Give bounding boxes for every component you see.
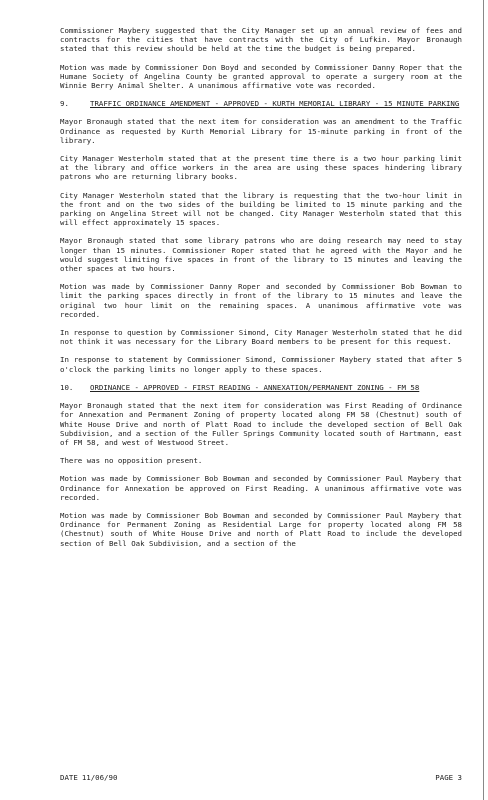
- paragraph: There was no opposition present.: [60, 456, 203, 466]
- minutes-body: [60, 26, 462, 557]
- paragraph: In response to question by Commissioner Simond, City Manager Westerholm stated that he did not think it was necessary for the Library Board members to be present for this request.: [60, 328, 462, 347]
- item-heading: TRAFFIC ORDINANCE AMENDMENT - APPROVED - KURTH MEMORIAL LIBRARY - 15 MINUTE PARKING: [90, 99, 460, 109]
- agenda-item-10: [60, 383, 462, 392]
- paragraph: Motion was made by Commissioner Danny Roper and seconded by Commissioner Bob Bowman to limit the parking spaces directly in front of the library to 15 minutes and leave the original two hour limit on the remaining spaces. A unanimous affirmative vote was recorded.: [60, 282, 462, 319]
- paragraph: City Manager Westerholm stated that the library is requesting that the two-hour limit in the front and on the two sides of the building be limited to 15 minute parking and the parking on Angelina Street will not be changed. City Manager Westerholm stated that this will effect approximately 15 spaces.: [60, 190, 462, 228]
- agenda-item-9: [60, 99, 462, 108]
- page-footer: [60, 773, 462, 782]
- paragraph: Motion was made by Commissioner Don Boyd and seconded by Commissioner Danny Roper that the Humane Society of Angelina County be granted approval to operate a surgery room at the Winnie Berry Animal Shelter. A unanimous affirmative vote was recorded.: [60, 62, 462, 91]
- item-number: 10.: [60, 382, 74, 392]
- scan-edge-line: [483, 0, 484, 800]
- item-number: 9.: [60, 99, 69, 109]
- paragraph: Commissioner Maybery suggested that the City Manager set up an annual review of fees and contracts for the cities that have contracts with the City of Lufkin. Mayor Bronaugh stated that this review should be held at the time the budget is being prepared.: [60, 26, 462, 54]
- paragraph: Motion was made by Commissioner Bob Bowman and seconded by Commissioner Paul Maybery that Ordinance for Permanent Zoning as Residential Large for property located along FM 58 (Chestnut) south of White House Drive and north of Platt Road to include the developed section of Bell Oak Subdivision, and a section of the: [60, 510, 462, 548]
- paragraph: Mayor Bronaugh stated that the next item for consideration was an amendment to the Traffic Ordinance as requested by Kurth Memorial Library for 15-minute parking in front of the library.: [60, 117, 462, 145]
- paragraph: In response to statement by Commissioner Simond, Commissioner Maybery stated that after 5 o'clock the parking limits no longer apply to these spaces.: [60, 355, 462, 374]
- paragraph: Mayor Bronaugh stated that some library patrons who are doing research may need to stay longer than 15 minutes. Commissioner Roper stated that he agreed with the Mayor and he would suggest limiting five spaces in front of the library to 15 minutes and leaving the other spaces at two hours.: [60, 236, 462, 274]
- paragraph: Mayor Bronaugh stated that the next item for consideration was First Reading of Ordinance for Annexation and Permanent Zoning of property located along FM 58 (Chestnut) south of White House Drive and north of Platt Road to include the developed section of Bell Oak Subdivision, and a section of the Fuller Springs Community located south of Hartmann, east of FM 58, and west of Westwood Street.: [60, 401, 462, 447]
- paragraph: City Manager Westerholm stated that at the present time there is a two hour parking limit at the library and office workers in the area are using these spaces hindering library patrons who are returning library books.: [60, 154, 462, 182]
- page-number: PAGE 3: [435, 773, 462, 782]
- footer-date: [60, 773, 117, 782]
- date-label: DATE: [60, 773, 78, 782]
- date-value: 11/06/90: [81, 773, 118, 782]
- item-heading: ORDINANCE - APPROVED - FIRST READING - ANNEXATION/PERMANENT ZONING - FM 58: [90, 382, 420, 392]
- paragraph: Motion was made by Commissioner Bob Bowman and seconded by Commissioner Paul Maybery that Ordinance for Annexation be approved on First Reading. A unanimous affirmative vote was recorded.: [60, 474, 462, 502]
